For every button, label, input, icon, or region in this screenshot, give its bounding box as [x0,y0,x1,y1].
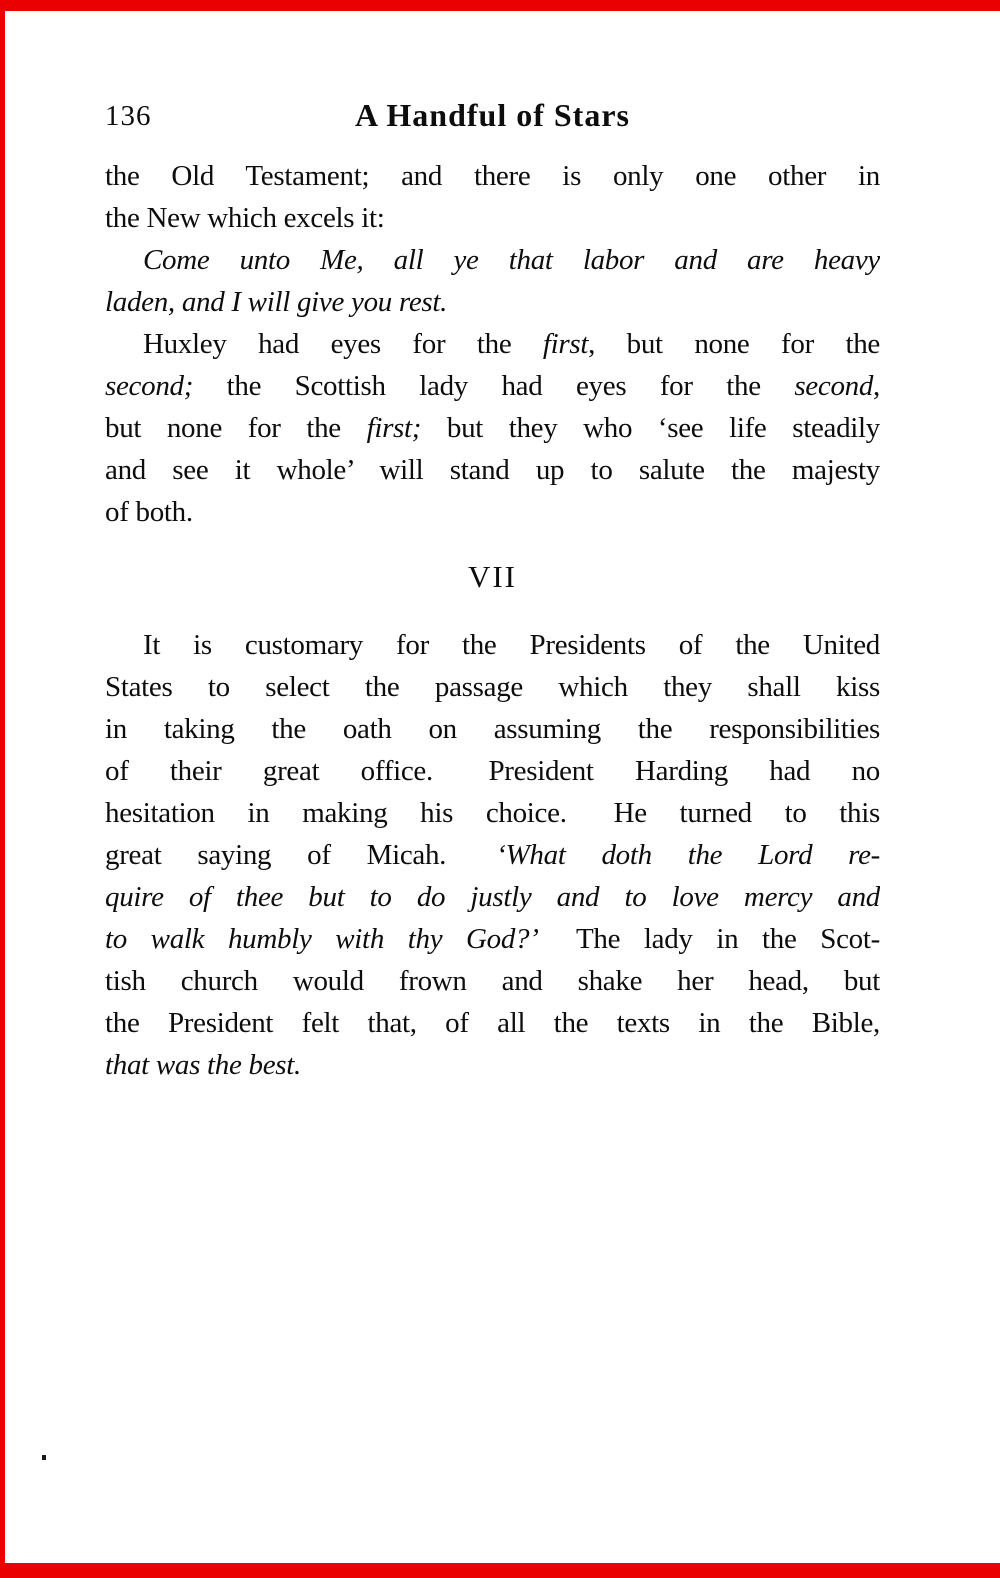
italic-text: laden, and I will give you rest. [105,286,448,318]
running-title: A Handful of Stars [355,97,630,133]
text-line [105,197,880,239]
roman-text: the New which excels it: [105,202,385,234]
page-header [105,97,880,137]
text-line [105,834,880,876]
text-line [105,491,880,533]
text-line [105,792,880,834]
roman-text: the Old Testament; and there is only one other in [105,160,880,192]
roman-text: but they who ‘see life steadily [421,412,880,444]
text-line [105,708,880,750]
roman-text: , but none for the [588,328,880,360]
roman-text: hesitation in making his choice. He turned to this [105,797,880,829]
roman-text: It is customary for the Presidents of the United [143,629,880,661]
scan-edge-top [0,0,1000,11]
italic-text: second; [105,370,194,402]
text-block [105,155,880,1086]
text-line [105,323,880,365]
paragraph [105,239,880,323]
roman-text: , [873,370,880,402]
roman-text: and see it whole’ will stand up to salute the majesty [105,454,880,486]
page-number: 136 [105,100,152,132]
text-line [105,876,880,918]
italic-text: second [794,370,874,402]
roman-text: of both. [105,496,193,528]
text-line [105,1044,880,1086]
text-line [105,918,880,960]
roman-text: Huxley had eyes for the [143,328,543,360]
paragraph [105,323,880,533]
paragraph [105,624,880,1086]
roman-text: States to select the passage which they shall kiss [105,671,880,703]
roman-text: great saying of Micah. [105,839,497,871]
italic-text: ‘What doth the Lord re- [496,839,880,871]
scan-edge-left [0,0,5,1578]
italic-text: to walk humbly with thy God?’ [105,923,539,955]
scan-edge-bottom [0,1563,1000,1578]
roman-text: The lady in the Scot- [538,923,880,955]
italic-text: that was the best. [105,1049,301,1081]
italic-text: Come unto Me, all ye that labor and are heavy [143,244,880,276]
roman-text: the Scottish lady had eyes for the [193,370,795,402]
roman-text: in taking the oath on assuming the responsibilities [105,713,880,745]
paragraph [105,155,880,239]
roman-text: the President felt that, of all the texts in the Bible, [105,1007,880,1039]
text-line [105,407,880,449]
roman-text: of their great office. President Harding had no [105,755,880,787]
text-line [105,365,880,407]
italic-text: first [542,328,589,360]
text-line [105,449,880,491]
text-line [105,1002,880,1044]
section-heading: VII [467,559,518,594]
text-line [105,624,880,666]
text-line [105,239,880,281]
roman-text: but none for the [105,412,367,444]
italic-text: quire of thee but to do justly and to love mercy and [105,881,880,913]
text-line [105,750,880,792]
text-line [105,281,880,323]
text-line [105,666,880,708]
roman-text: tish church would frown and shake her head, but [105,965,880,997]
scan-speck [42,1455,46,1460]
text-line [105,960,880,1002]
italic-text: first; [366,412,422,444]
text-line [105,155,880,197]
